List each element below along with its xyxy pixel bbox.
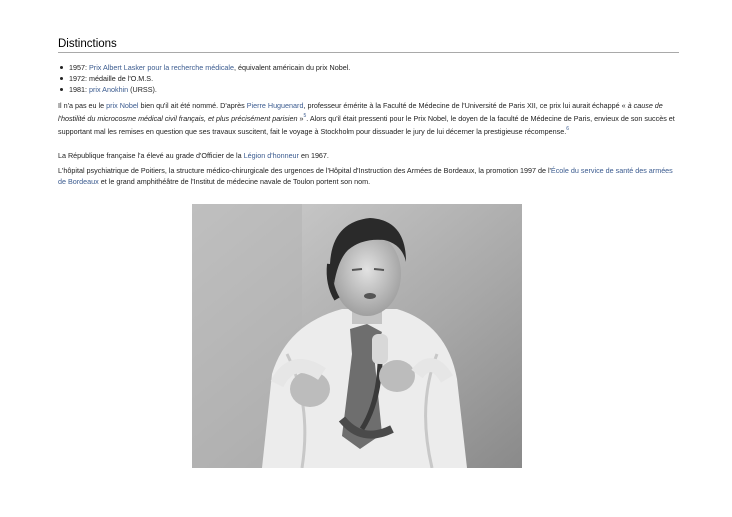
award-text: médaille de l'O.M.S. (89, 74, 154, 83)
bullet-icon (60, 66, 63, 69)
reference-link[interactable]: 6 (566, 126, 569, 133)
text-run: en 1967. (298, 151, 329, 160)
award-year: 1972: (69, 74, 87, 83)
legion-paragraph (58, 150, 678, 161)
quote-text: à cause de l'hostilité du microcosme médical civil français, et plus précisément parisien (58, 101, 663, 124)
text-run: Il n'a pas eu le (58, 101, 107, 110)
portrait-photo (192, 204, 522, 468)
text-run: , professeur émérite à la Faculté de Médecine de l'Université de Paris XII, ce prix lui aurait échappé « (303, 101, 628, 110)
text-run: » (297, 114, 304, 124)
award-link[interactable]: Prix Albert Lasker pour la recherche médicale (89, 63, 235, 72)
award-rest: (URSS). (128, 85, 157, 94)
award-rest: , équivalent américain du prix Nobel. (234, 63, 351, 72)
section-heading: Distinctions (58, 38, 679, 53)
text-run: . Alors qu'il était pressenti pour le Prix Nobel, le doyen de la faculté de Médecine de Paris, envieux de son succès et supportant mal les remises en question que ses travaux suscitent, fait le voyage à Stockholm pour dissuader le jury de lui décerner la prestigieuse récompense. (58, 114, 675, 137)
nobel-paragraph (58, 100, 678, 138)
list-item (60, 84, 350, 95)
namesake-paragraph (58, 165, 678, 187)
bullet-icon (60, 77, 63, 80)
list-item (60, 73, 350, 84)
portrait-illustration (192, 204, 522, 468)
legion-link[interactable]: Légion d'honneur (243, 151, 299, 160)
nobel-link[interactable]: prix Nobel (106, 101, 139, 110)
text-run: et le grand amphithéâtre de l'Institut de médecine navale de Toulon portent son nom. (98, 177, 371, 187)
reference-link[interactable]: 5 (303, 113, 307, 120)
text-run: bien qu'il ait été nommé. D'après (138, 101, 247, 110)
list-item (60, 62, 350, 73)
person-link[interactable]: Pierre Huguenard (246, 101, 304, 110)
awards-list (60, 62, 350, 95)
bullet-icon (60, 88, 63, 91)
school-link[interactable]: École du service de santé des armées de Bordeaux (58, 166, 673, 187)
award-year: 1957: (69, 63, 87, 72)
text-run: La République française l'a élevé au grade d'Officier de la (58, 151, 244, 160)
award-link[interactable]: prix Anokhin (89, 85, 129, 94)
award-year: 1981: (69, 85, 87, 94)
text-run: L'hôpital psychiatrique de Poitiers, la structure médico-chirurgicale des urgences de l'Hôpital d'Instruction des Armées de Bordeaux, la promotion 1997 de l' (58, 166, 551, 175)
